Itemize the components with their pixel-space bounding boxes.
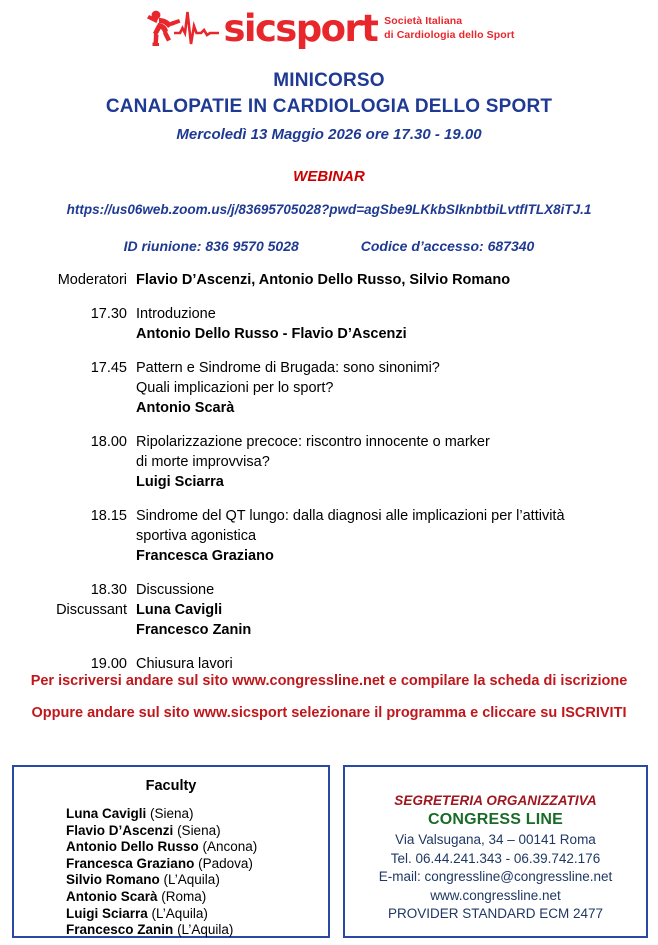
- programme-row: [0, 580, 658, 640]
- faculty-name: Antonio Scarà: [66, 888, 158, 904]
- programme-schedule: [0, 270, 658, 674]
- meeting-id: ID riunione: 836 9570 5028: [123, 238, 299, 254]
- secretariat-box: [343, 765, 648, 938]
- event-kicker: MINICORSO: [273, 70, 385, 91]
- event-date: Mercoledì 13 Maggio 2026 ore 17.30 - 19.00: [176, 126, 482, 143]
- faculty-item: [66, 922, 328, 939]
- page-title: CANALOPATIE IN CARDIOLOGIA DELLO SPORT: [105, 96, 553, 117]
- webinar-credentials: [0, 238, 658, 254]
- secretariat-heading: SEGRETERIA ORGANIZZATIVA: [394, 793, 597, 808]
- session-time: 17.30: [90, 306, 127, 322]
- faculty-item: [66, 856, 328, 873]
- session-title-line: di morte improvvisa?: [136, 454, 270, 470]
- session-speaker: Antonio Scarà: [136, 400, 235, 416]
- faculty-city: (L’Aquila): [177, 922, 234, 938]
- moderators-row: [0, 270, 658, 290]
- faculty-title: Faculty: [145, 778, 197, 794]
- faculty-city: (L’Aquila): [163, 872, 220, 888]
- programme-row: [0, 506, 658, 566]
- zoom-meeting-link[interactable]: https://us06web.zoom.us/j/83695705028?pwd=agSbe9LKkbSIknbtbiLvtfITLX8iTJ.1: [66, 202, 592, 217]
- faculty-item: [66, 823, 328, 840]
- logo-subtitle: [384, 15, 514, 42]
- runner-ecg-icon: [143, 6, 221, 50]
- session-title-line: Sindrome del QT lungo: dalla diagnosi alle implicazioni per l’attività: [136, 508, 565, 524]
- session-time-sub: Discussant: [56, 602, 127, 618]
- faculty-item: [66, 889, 328, 906]
- faculty-item: [66, 839, 328, 856]
- faculty-city: (Roma): [161, 888, 207, 904]
- faculty-city: (Siena): [150, 806, 194, 821]
- meeting-passcode: Codice d’accesso: 687340: [360, 238, 535, 254]
- faculty-item: [66, 806, 328, 823]
- faculty-name: Francesco Zanin: [66, 922, 174, 938]
- logo-wordmark: sicsport: [223, 6, 378, 50]
- moderators-label: Moderatori: [57, 272, 127, 288]
- webinar-label: WEBINAR: [293, 168, 365, 185]
- registration-instruction-2: Oppure andare sul sito www.sicsport selezionare il programma e cliccare su ISCRIVITI: [31, 705, 627, 721]
- session-speaker: Antonio Dello Russo - Flavio D’Ascenzi: [136, 326, 407, 342]
- secretariat-website[interactable]: www.congressline.net: [430, 887, 561, 903]
- secretariat-provider-code: PROVIDER STANDARD ECM 2477: [387, 906, 604, 921]
- faculty-city: (Padova): [198, 855, 253, 871]
- faculty-city: (Siena): [177, 822, 221, 838]
- faculty-city: (L’Aquila): [151, 905, 208, 921]
- faculty-name: Francesca Graziano: [66, 855, 195, 871]
- logo-subtitle-line2: di Cardiologia dello Sport: [384, 28, 515, 41]
- session-time: 19.00: [90, 656, 127, 672]
- session-title-line: Chiusura lavori: [136, 656, 233, 672]
- programme-row: [0, 358, 658, 418]
- logo-subtitle-line1: Società Italiana: [384, 15, 463, 27]
- faculty-name: Luigi Sciarra: [66, 905, 148, 921]
- session-time: 17.45: [90, 360, 127, 376]
- faculty-name: Silvio Romano: [66, 872, 160, 888]
- session-time: 18.30: [90, 582, 127, 598]
- moderators-names: Flavio D’Ascenzi, Antonio Dello Russo, Silvio Romano: [136, 272, 511, 288]
- session-time: 18.15: [90, 508, 127, 524]
- session-time: 18.00: [90, 434, 127, 450]
- faculty-name: Antonio Dello Russo: [66, 839, 199, 855]
- programme-row: [0, 654, 658, 674]
- faculty-list: [14, 806, 328, 939]
- faculty-item: [66, 906, 328, 923]
- session-title-line: Introduzione: [136, 306, 216, 322]
- secretariat-email[interactable]: E-mail: congressline@congressline.net: [378, 869, 613, 884]
- faculty-city: (Ancona): [202, 839, 258, 855]
- event-title-block: [0, 68, 658, 147]
- programme-row: [0, 304, 658, 344]
- session-title-line: sportiva agonistica: [136, 528, 257, 544]
- faculty-name: Luna Cavigli: [66, 806, 147, 821]
- registration-instruction-1: Per iscriversi andare sul sito www.congressline.net e compilare la scheda di iscrizione: [30, 673, 628, 689]
- faculty-item: [66, 872, 328, 889]
- session-speaker: Luna Cavigli: [136, 602, 223, 618]
- programme-row: [0, 432, 658, 492]
- secretariat-company: CONGRESS LINE: [427, 811, 564, 828]
- session-title-line: Ripolarizzazione precoce: riscontro innocente o marker: [136, 434, 490, 450]
- session-speaker: Francesca Graziano: [136, 548, 274, 564]
- session-speaker: Luigi Sciarra: [136, 474, 224, 490]
- session-title-line: Pattern e Sindrome di Brugada: sono sinonimi?: [136, 360, 440, 376]
- session-title-line: Discussione: [136, 582, 215, 598]
- faculty-name: Flavio D’Ascenzi: [66, 822, 174, 838]
- session-title-line: Quali implicazioni per lo sport?: [136, 380, 334, 396]
- secretariat-phone: Tel. 06.44.241.343 - 06.39.742.176: [390, 850, 601, 866]
- session-speaker: Francesco Zanin: [136, 622, 252, 638]
- faculty-box: [12, 765, 330, 938]
- brand-header: [0, 2, 658, 54]
- secretariat-address: Via Valsugana, 34 – 00141 Roma: [395, 832, 596, 847]
